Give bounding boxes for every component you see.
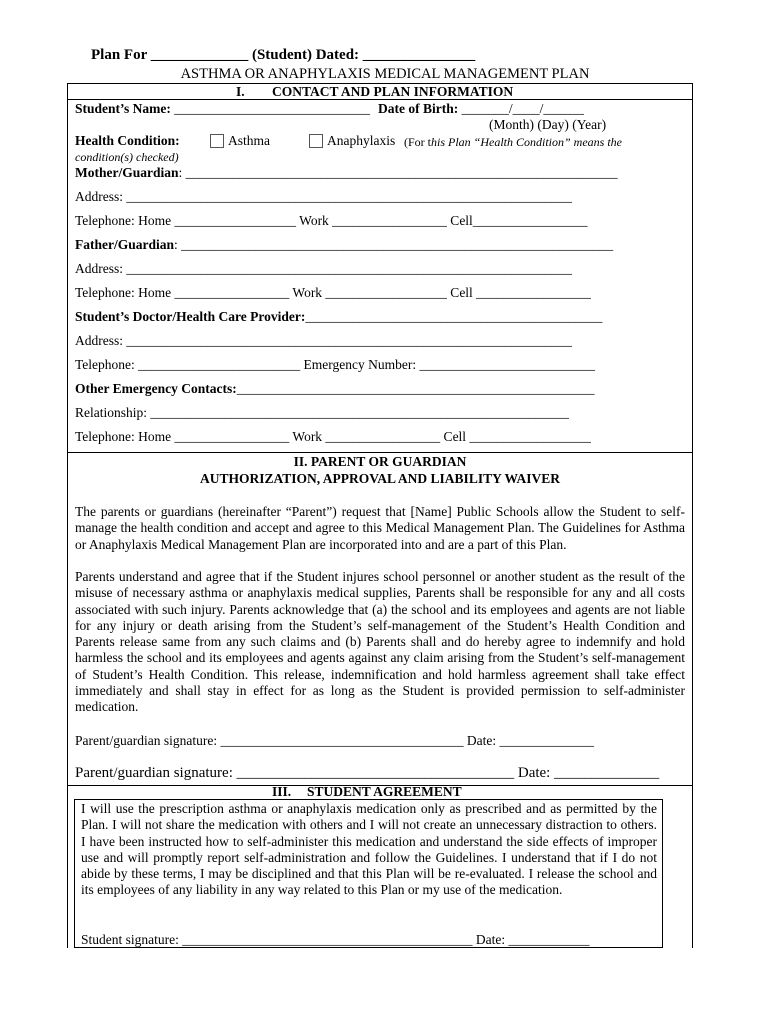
plan-for-line: Plan For _____________ (Student) Dated: _______________ xyxy=(91,47,476,63)
section-1-number: I. xyxy=(236,84,245,99)
health-condition-label: Health Condition: xyxy=(75,133,180,148)
section-1-heading: CONTACT AND PLAN INFORMATION xyxy=(272,84,514,99)
anaphylaxis-label: Anaphylaxis xyxy=(327,133,396,148)
doctor-label: Student’s Doctor/Health Care Provider: xyxy=(75,309,306,324)
health-condition-note xyxy=(404,135,622,150)
asthma-option[interactable] xyxy=(210,133,270,149)
health-condition-note-line2: condition(s) checked) xyxy=(75,150,179,164)
section-2-left-border xyxy=(67,452,68,948)
date-of-birth-field[interactable] xyxy=(378,101,584,117)
other-contacts-blank: _____________________________________________________ xyxy=(236,381,595,396)
section-3-heading: STUDENT AGREEMENT xyxy=(307,784,462,799)
other-contacts-label: Other Emergency Contacts: xyxy=(75,381,237,396)
doctor-blank: ____________________________________________ xyxy=(305,309,603,324)
section-2-heading-1: II. PARENT OR GUARDIAN xyxy=(293,454,467,469)
asthma-checkbox[interactable] xyxy=(210,134,224,148)
mother-address-field[interactable]: Address: __________________________________________________________________ xyxy=(75,189,572,204)
section-2-heading-2: AUTHORIZATION, APPROVAL AND LIABILITY WAIVER xyxy=(200,471,560,486)
father-guardian-blank: : ________________________________________________________________ xyxy=(174,237,614,252)
dob-blank: _______/____/______ xyxy=(461,101,584,116)
father-guardian-label: Father/Guardian xyxy=(75,237,175,252)
document-title: ASTHMA OR ANAPHYLAXIS MEDICAL MANAGEMENT PLAN xyxy=(180,66,590,82)
doctor-field[interactable] xyxy=(75,309,602,325)
other-contacts-field[interactable] xyxy=(75,381,594,397)
student-name-label: Student’s Name: xyxy=(75,101,171,116)
authorization-paragraph: The parents or guardians (hereinafter “Parent”) request that [Name] Public Schools allow the Student to self-manage the health condition and accept and agree to this Medical Management Plan. The Guidelines for Asthma or Anaphylaxis Medical Management Plan are incorporated into and are a part of this Plan. xyxy=(75,504,685,552)
asthma-label: Asthma xyxy=(228,133,270,148)
mother-guardian-label: Mother/Guardian xyxy=(75,165,179,180)
liability-paragraph: Parents understand and agree that if the Student injures school personnel or another student as the result of the misuse of necessary asthma or anaphylaxis medical supplies, Parents shall be responsible for any and all costs associated with such injury. Parents acknowledge that (a) the school and its employees and agents are not liable for any injury or death arising from the Student’s self-management of the Student’s Health Condition and Parents release same from any such claims and (b) Parents shall and do hereby agree to indemnify and hold harmless the school and its employees and agents against any claim arising from the Student’s self-management of Student’s Health Condition. This release, indemnification and hold harmless agreement shall take effect immediately and shall stay in effect for as long as the Student is provided permission to self-administer medication. xyxy=(75,569,685,715)
mother-guardian-field[interactable] xyxy=(75,165,618,181)
doctor-telephone-field[interactable]: Telephone: ________________________ Emergency Number: __________________________ xyxy=(75,357,595,372)
father-guardian-field[interactable] xyxy=(75,237,613,253)
parent-signature-2[interactable]: Parent/guardian signature: _____________________________________ Date: ______________ xyxy=(75,765,660,781)
parent-signature-1[interactable]: Parent/guardian signature: ____________________________________ Date: ______________ xyxy=(75,733,594,748)
health-condition-note-italic: his Plan “Health Condition” means the xyxy=(431,135,623,149)
anaphylaxis-option[interactable] xyxy=(309,133,395,149)
student-signature[interactable]: Student signature: ___________________________________________ Date: ____________ xyxy=(81,932,590,947)
health-condition-note-prefix: (For t xyxy=(404,135,431,149)
doctor-address-field[interactable]: Address: __________________________________________________________________ xyxy=(75,333,572,348)
relationship-field[interactable]: Relationship: ______________________________________________________________ xyxy=(75,405,569,420)
section-3-number: III. xyxy=(272,784,292,799)
section-2-right-border xyxy=(692,452,693,948)
father-address-field[interactable]: Address: __________________________________________________________________ xyxy=(75,261,572,276)
father-telephone-field[interactable]: Telephone: Home _________________ Work __________________ Cell _________________ xyxy=(75,285,591,300)
anaphylaxis-checkbox[interactable] xyxy=(309,134,323,148)
student-name-blank: _____________________________ xyxy=(174,101,370,116)
mother-guardian-blank: : ________________________________________________________________ xyxy=(178,165,618,180)
dob-format-hint: (Month) (Day) (Year) xyxy=(489,117,607,132)
other-telephone-field[interactable]: Telephone: Home _________________ Work _________________ Cell __________________ xyxy=(75,429,591,444)
mother-telephone-field[interactable]: Telephone: Home __________________ Work _________________ Cell_________________ xyxy=(75,213,588,228)
student-name-field[interactable] xyxy=(75,101,370,117)
student-agreement-paragraph: I will use the prescription asthma or anaphylaxis medication only as prescribed and as permitted by the Plan. I will not share the medication with others and I will not create an unnecessary distraction to others. I have been instructed how to self-administer this medication and understand the side effects of improper use and will promptly report self-administration and follow the Guidelines. I understand that if I do not abide by these terms, I may be disciplined and that this Plan will be re-evaluated. I release the school and its employees of any liability in any way related to this Plan or my use of the medication. xyxy=(81,801,657,898)
dob-label: Date of Birth: xyxy=(378,101,459,116)
